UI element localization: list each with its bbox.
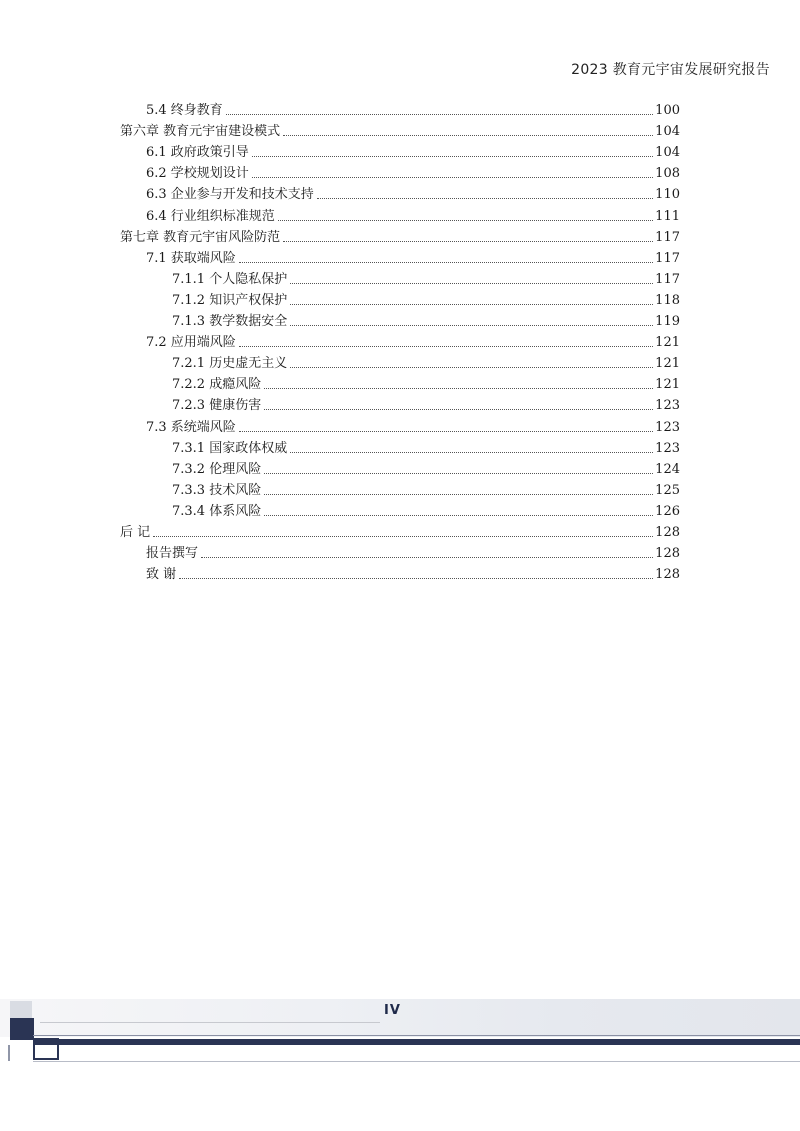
toc-entry-page-number: 119: [655, 314, 680, 329]
toc-entry-label: 7.1 获取端风险: [146, 250, 236, 266]
toc-entry-label: 7.3.4 体系风险: [172, 503, 262, 519]
toc-entry-page-number: 123: [655, 440, 680, 456]
toc-entry-page-number: 128: [655, 567, 680, 583]
toc-entry-page-number: 121: [655, 356, 680, 372]
toc-entry-page-number: 117: [655, 271, 680, 287]
toc-entry-label: 6.3 企业参与开发和技术支持: [146, 187, 314, 203]
toc-entry-label: 第六章 教育元宇宙建设模式: [120, 124, 281, 140]
toc-entry-label: 6.2 学校规划设计: [146, 166, 249, 182]
toc-entry[interactable]: [146, 415, 680, 436]
toc-entry-label: 7.3 系统端风险: [146, 419, 236, 435]
toc-entry-label: 7.1.2 知识产权保护: [172, 292, 288, 308]
toc-entry[interactable]: [172, 288, 680, 309]
report-title: 2023 教育元宇宙发展研究报告: [571, 62, 770, 78]
toc-leader-dots: [179, 578, 653, 579]
toc-entry-label: 7.3.2 伦理风险: [172, 461, 262, 477]
toc-entry-page-number: 123: [655, 398, 680, 414]
toc-entry[interactable]: [146, 161, 680, 182]
toc-entry-page-number: 104: [655, 124, 680, 140]
toc-leader-dots: [290, 283, 653, 284]
toc-entry-label: 5.4 终身教育: [146, 103, 223, 118]
toc-entry-page-number: 100: [655, 103, 680, 118]
toc-entry-label: 6.1 政府政策引导: [146, 145, 249, 161]
footer-decoration-stub: [8, 1045, 10, 1061]
toc-entry-label: 6.4 行业组织标准规范: [146, 208, 275, 224]
toc-leader-dots: [290, 304, 653, 305]
footer-main-bar: [33, 1039, 800, 1045]
toc-leader-dots: [283, 135, 653, 136]
toc-entry-page-number: 117: [655, 250, 680, 266]
toc-entry-label: 7.1.3 教学数据安全: [172, 314, 288, 329]
toc-entry-label: 第七章 教育元宇宙风险防范: [120, 229, 281, 245]
toc-entry[interactable]: [146, 330, 680, 351]
toc-entry[interactable]: [146, 182, 680, 203]
toc-entry-page-number: 123: [655, 419, 680, 435]
toc-leader-dots: [264, 494, 653, 495]
toc-leader-dots: [252, 156, 653, 157]
toc-entry[interactable]: [146, 562, 680, 583]
toc-leader-dots: [201, 557, 653, 558]
toc-leader-dots: [264, 473, 653, 474]
footer-thin-bar: [33, 1035, 800, 1036]
toc-entry-page-number: 128: [655, 525, 680, 540]
toc-entry[interactable]: [146, 246, 680, 267]
toc-leader-dots: [283, 241, 653, 242]
toc-entry[interactable]: [172, 267, 680, 288]
toc-entry-page-number: 128: [655, 546, 680, 562]
toc-entry[interactable]: [172, 309, 680, 330]
toc-entry-page-number: 104: [655, 145, 680, 161]
toc-leader-dots: [153, 536, 653, 537]
page-number: IV: [384, 1003, 401, 1018]
toc-entry[interactable]: [172, 478, 680, 499]
toc-entry[interactable]: [120, 225, 680, 246]
toc-entry-label: 7.2.1 历史虚无主义: [172, 356, 288, 372]
toc-leader-dots: [264, 515, 653, 516]
page-footer: [0, 995, 800, 1075]
toc-entry-page-number: 108: [655, 166, 680, 182]
footer-decoration-square-light: [10, 1001, 32, 1019]
toc-entry-page-number: 126: [655, 503, 680, 519]
toc-entry-label: 致 谢: [146, 567, 177, 583]
toc-leader-dots: [239, 262, 653, 263]
toc-leader-dots: [239, 346, 653, 347]
toc-entry[interactable]: [146, 541, 680, 562]
footer-bottom-rule: [33, 1061, 800, 1062]
toc-entry-page-number: 117: [655, 229, 680, 245]
toc-entry-label: 7.3.3 技术风险: [172, 482, 262, 498]
toc-entry[interactable]: [146, 204, 680, 225]
toc-leader-dots: [226, 114, 653, 115]
toc-entry[interactable]: [146, 140, 680, 161]
toc-entry-page-number: 125: [655, 482, 680, 498]
toc-entry-page-number: 124: [655, 461, 680, 477]
toc-entry-page-number: 121: [655, 335, 680, 351]
toc-leader-dots: [264, 388, 653, 389]
toc-entry-label: 后 记: [120, 525, 151, 540]
toc-leader-dots: [264, 409, 653, 410]
toc-entry-label: 7.2 应用端风险: [146, 335, 236, 351]
toc-entry-label: 7.1.1 个人隐私保护: [172, 271, 288, 287]
toc-entry[interactable]: [120, 119, 680, 140]
footer-decoration-square-outline: [33, 1038, 59, 1060]
toc-entry[interactable]: [172, 372, 680, 393]
toc-entry-page-number: 111: [655, 208, 680, 224]
toc-leader-dots: [290, 325, 653, 326]
toc-entry-page-number: 110: [655, 187, 680, 203]
footer-decoration-square-dark: [10, 1018, 34, 1040]
footer-thin-rule: [40, 1022, 380, 1023]
toc-leader-dots: [317, 198, 653, 199]
toc-entry[interactable]: [172, 457, 680, 478]
toc-entry[interactable]: [172, 393, 680, 414]
toc-leader-dots: [290, 452, 653, 453]
toc-leader-dots: [239, 431, 653, 432]
toc-leader-dots: [278, 220, 653, 221]
toc-entry-page-number: 118: [655, 292, 680, 308]
toc-entry-label: 7.2.3 健康伤害: [172, 398, 262, 414]
toc-entry-label: 7.3.1 国家政体权威: [172, 440, 288, 456]
toc-entry[interactable]: [120, 520, 680, 541]
toc-entry[interactable]: [172, 351, 680, 372]
toc-leader-dots: [252, 177, 653, 178]
toc-entry[interactable]: [172, 436, 680, 457]
toc-entry-label: 报告撰写: [146, 546, 199, 562]
toc-entry[interactable]: [146, 98, 680, 119]
toc-leader-dots: [290, 367, 653, 368]
toc-entry[interactable]: [172, 499, 680, 520]
toc-entry-label: 7.2.2 成瘾风险: [172, 377, 262, 393]
toc-entry-page-number: 121: [655, 377, 680, 393]
